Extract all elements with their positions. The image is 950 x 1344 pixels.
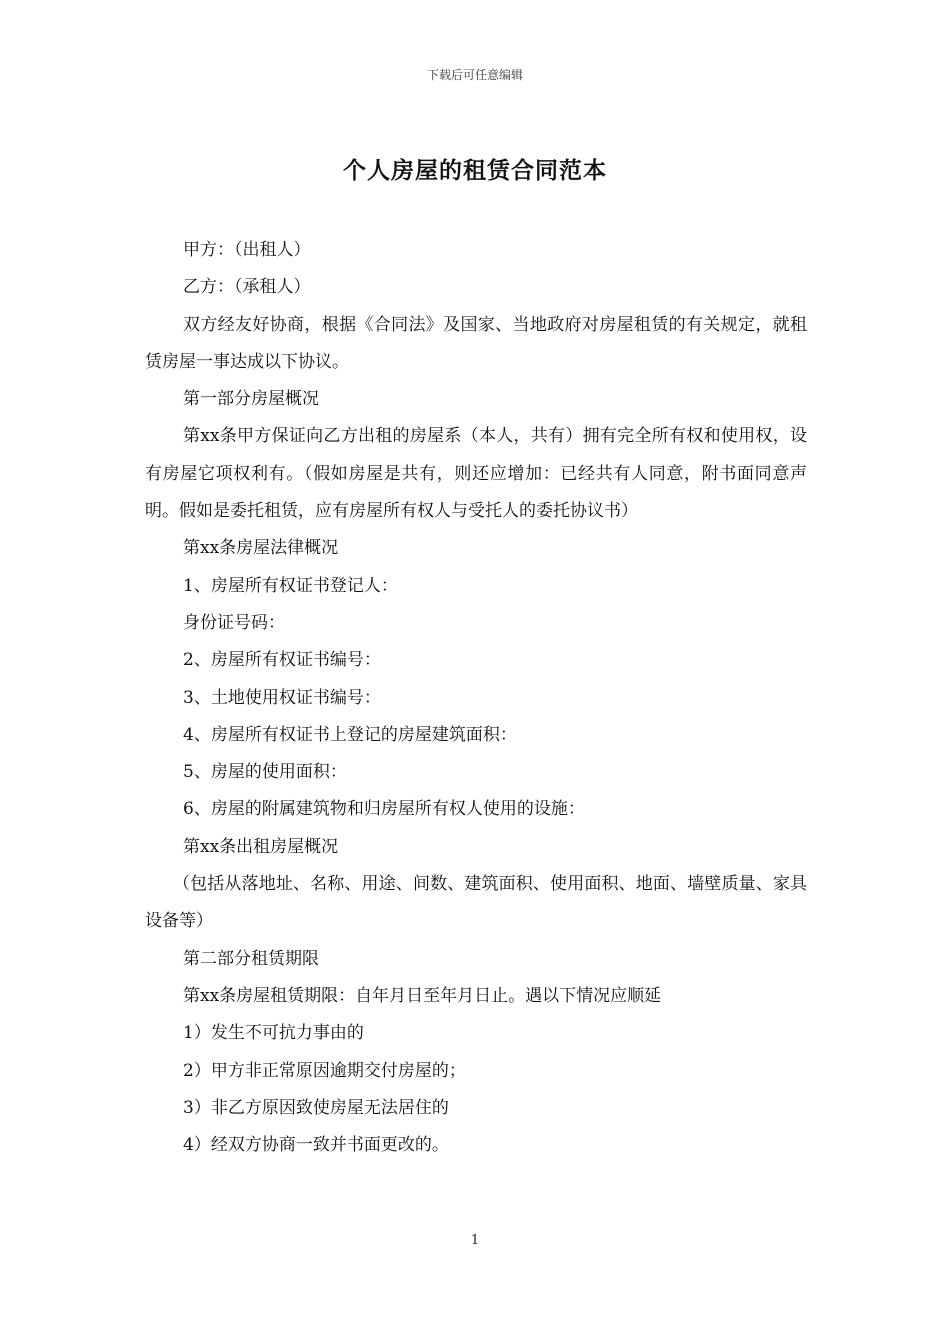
- list-item: 1、房屋所有权证书登记人：: [183, 575, 398, 596]
- preamble-paragraph: 双方经友好协商，根据《合同法》及国家、当地政府对房屋租赁的有关规定，就租赁房屋一事达成以下协议。: [145, 314, 807, 372]
- list-item: 4、房屋所有权证书上登记的房屋建筑面积：: [183, 724, 517, 745]
- list-item: 5、房屋的使用面积：: [183, 762, 347, 783]
- party-a-line: 甲方：（出租人）: [183, 240, 311, 260]
- page-number: 1: [470, 1233, 480, 1248]
- section-heading: 第二部分租赁期限: [183, 948, 319, 969]
- list-item: 6、房屋的附属建筑物和归房屋所有权人使用的设施：: [183, 799, 585, 820]
- list-item: 3）非乙方原因致使房屋无法居住的: [183, 1097, 449, 1118]
- list-item: 2）甲方非正常原因逾期交付房屋的；: [183, 1060, 466, 1081]
- header-note: 下载后可任意编辑: [426, 68, 523, 82]
- party-b-line: 乙方：（承租人）: [183, 277, 311, 298]
- article-paragraph: 第xx条房屋租赁期限：自年月日至年月日止。遇以下情况应顺延: [183, 985, 662, 1006]
- list-item: 2、房屋所有权证书编号：: [183, 650, 381, 671]
- article-paragraph: 第xx条甲方保证向乙方出租的房屋系（本人，共有）拥有完全所有权和使用权，设有房屋它项权利有。（假如房屋是共有，则还应增加：已经共有人同意，附书面同意声明。假如是委托租赁，应有房屋所有权人与受托人的委托协议书）: [145, 426, 807, 522]
- document-title: 个人房屋的租赁合同范本: [343, 157, 607, 184]
- list-item: 3、土地使用权证书编号：: [183, 687, 381, 708]
- article-paragraph: （包括从落地址、名称、用途、间数、建筑面积、使用面积、地面、墙壁质量、家具设备等）: [145, 874, 807, 932]
- list-item: 4）经双方协商一致并书面更改的。: [183, 1135, 449, 1156]
- list-item: 身份证号码：: [183, 612, 285, 633]
- list-item: 1）发生不可抗力事由的: [183, 1023, 364, 1044]
- document-body: [145, 232, 807, 1164]
- article-heading: 第xx条出租房屋概况: [183, 836, 339, 857]
- section-heading: 第一部分房屋概况: [183, 389, 319, 410]
- article-heading: 第xx条房屋法律概况: [183, 538, 339, 559]
